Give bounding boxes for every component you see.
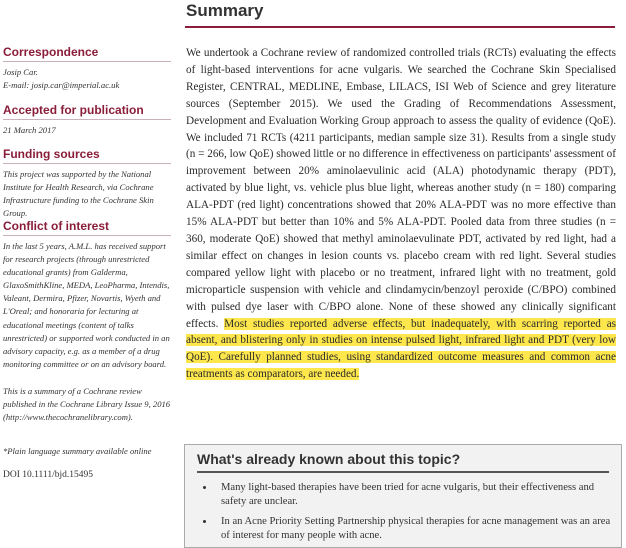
conflict-heading: Conflict of interest xyxy=(3,219,171,236)
funding-text: This project was supported by the National Institute for Health Research, via Cochrane Infrastructure funding to the Cochrane Skin Group. xyxy=(3,169,154,219)
correspondence-name: Josip Car. xyxy=(3,67,38,77)
conflict-text: In the last 5 years, A.M.L. has received support for research projects (through unrestricted educational grants) from Galderma, GlaxoSmithKline, MEDA, LeoPharma, Intendis, Valeant, Dermira, Pfizer, Novartis, Wyeth and L'Oreal; and honoraria for lecturing at educational meetings (content of talks unrestricted) or supported work conducted in an advisory capacity, e.g. as a member of a drug monitoring committee or on an advisory board. xyxy=(3,241,170,369)
plain-language-note: *Plain language summary available online xyxy=(3,446,152,456)
conflict-section xyxy=(3,219,171,385)
correspondence-section xyxy=(3,45,171,103)
correspondence-heading: Correspondence xyxy=(3,45,171,62)
highlighted-text: Most studies reported adverse effects, but inadequately, with scarring reported as absent, and blistering only in studies on intense pulsed light, infrared light and PDT (very low QoE). Carefully planned studies, using standardized outcome measures and common acne treatments as comparators, are needed. xyxy=(186,317,617,381)
list-item: • Many light-based therapies have been tried for acne vulgaris, but their effectiveness and safety are unclear. xyxy=(215,481,621,509)
abstract-body: We undertook a Cochrane review of randomized controlled trials (RCTs) evaluating the effects of light-based interventions for acne vulgaris. We searched the Cochrane Skin Specialised Register, CENTRAL, MEDLINE, Embase, LILACS, ISI Web of Science and grey literature sources (September 2015). We used the Grading of Recommendations Assessment, Development and Evaluation Working Group approach to assess the quality of evidence (QoE). We included 71 RCTs (4211 participants, median sample size 31). Results from a single study (n = 266, low QoE) showed little or no difference in effectiveness on participants' assessment of improvement between 20% aminolaevulinic acid (ALA) photodynamic therapy (PDT), activated by blue light, vs. vehicle plus blue light, whereas another study (n = 180) comparing ALA-PDT (red light) concentrations showed that 20% ALA-PDT was no more effective than 15% ALA-PDT but better than 10% and 5% ALA-PDT. Pooled data from three studies (n = 360, moderate QoE) showed that methyl aminolaevulinate PDT, activated by red light, had a similar effect on changes in lesion counts vs. placebo cream with red light. Several studies compared yellow light with placebo or no treatment, infrared light with no treatment, gold microparticle suspension with vehicle and clindamycin/benzoyl peroxide (C/BPO) combined with pulsed dye laser with C/BPO alone. None of these showed any clinically significant effects. xyxy=(186,47,616,330)
funding-section xyxy=(3,147,171,219)
abstract-text xyxy=(186,45,616,383)
accepted-section xyxy=(3,103,171,147)
sidebar xyxy=(3,45,171,482)
known-box-title: What's already known about this topic? xyxy=(197,451,609,473)
summary-rule xyxy=(185,26,615,28)
cochrane-note: This is a summary of a Cochrane review published in the Cochrane Library Issue 9, 2016 (http://www.thecochranelibrary.com). xyxy=(3,386,171,423)
summary-title: Summary xyxy=(186,1,264,20)
accepted-date: 21 March 2017 xyxy=(3,125,56,135)
doi: DOI 10.1111/bjd.15495 xyxy=(3,470,93,480)
known-box xyxy=(184,444,622,548)
correspondence-email[interactable]: E-mail: josip.car@imperial.ac.uk xyxy=(3,80,120,91)
known-box-list xyxy=(185,481,621,543)
funding-heading: Funding sources xyxy=(3,147,171,164)
accepted-heading: Accepted for publication xyxy=(3,103,171,120)
list-item: • In an Acne Priority Setting Partnership physical therapies for acne management was an area of interest for many people with acne. xyxy=(215,515,621,543)
